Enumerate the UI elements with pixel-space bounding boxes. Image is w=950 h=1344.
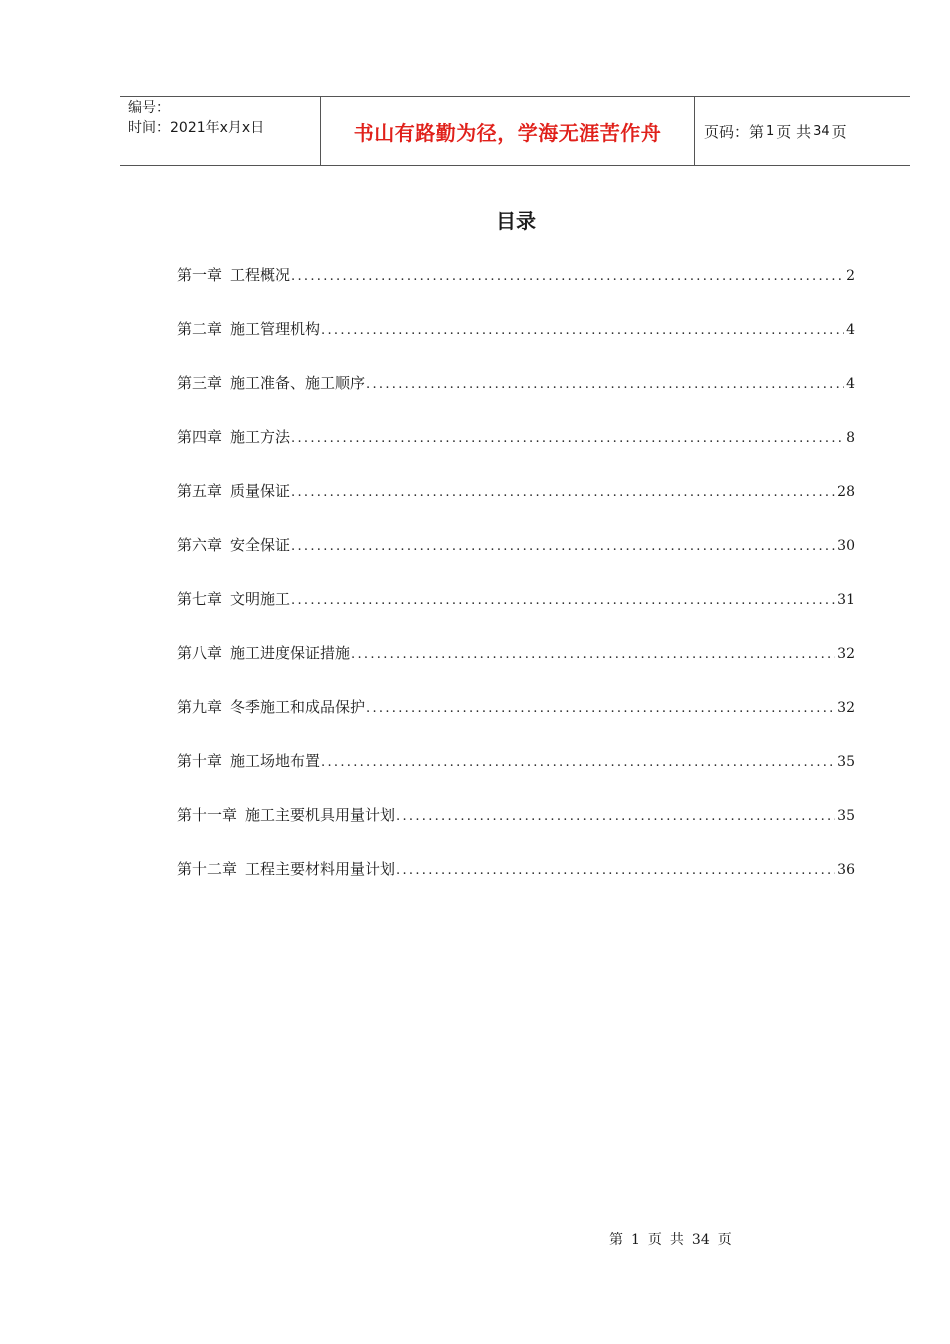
toc-entry-chapter: 第十章: [177, 752, 223, 770]
footer-ye2: 页: [717, 1232, 732, 1248]
toc-entry-page: 28: [837, 484, 855, 500]
toc-entry-page: 4: [846, 322, 855, 338]
toc-entry[interactable]: [177, 318, 855, 372]
document-time-label: 时间：2021年x月x日: [128, 120, 265, 136]
toc-entry[interactable]: [177, 858, 855, 912]
document-number-label: 编号：: [128, 100, 170, 116]
toc-dot-leader: [291, 539, 835, 554]
toc-entry-page: 32: [837, 700, 855, 716]
toc-entry-chapter: 第三章: [177, 374, 223, 392]
toc-entry-chapter: 第四章: [177, 428, 223, 446]
footer-gong: 共: [669, 1232, 684, 1248]
toc-entry-title: 施工场地布置: [230, 752, 321, 770]
toc-entry[interactable]: [177, 372, 855, 426]
toc-entry-title: 质量保证: [230, 482, 291, 500]
header-page-total: 34: [813, 123, 830, 139]
toc-entry[interactable]: [177, 588, 855, 642]
toc-dot-leader: [321, 323, 844, 338]
toc-entry-title: 施工进度保证措施: [230, 644, 351, 662]
toc-entry[interactable]: [177, 264, 855, 318]
toc-entry-chapter: 第二章: [177, 320, 223, 338]
toc-dot-leader: [366, 377, 844, 392]
toc-entry[interactable]: [177, 642, 855, 696]
toc-dot-leader: [291, 593, 835, 608]
footer-current-page: 1: [631, 1232, 640, 1248]
toc-entry-title: 工程概况: [230, 266, 291, 284]
toc-entry-page: 31: [837, 592, 855, 608]
toc-entry-title: 施工主要机具用量计划: [245, 806, 396, 824]
document-header: [120, 96, 910, 166]
toc-entry[interactable]: [177, 804, 855, 858]
toc-entry[interactable]: [177, 750, 855, 804]
toc-dot-leader: [366, 701, 835, 716]
footer-total-pages: 34: [691, 1232, 710, 1248]
toc-entry-title: 冬季施工和成品保护: [230, 698, 366, 716]
header-page-suffix: 页: [831, 122, 847, 141]
toc-entry-page: 35: [837, 754, 855, 770]
header-page-info: [695, 97, 910, 165]
toc-entry-chapter: 第十一章: [177, 806, 238, 824]
toc-entry-page: 30: [837, 538, 855, 554]
header-motto: 书山有路勤为径，学海无涯苦作舟: [321, 97, 695, 165]
toc-dot-leader: [396, 809, 835, 824]
toc-dot-leader: [351, 647, 835, 662]
toc-entry[interactable]: [177, 534, 855, 588]
toc-entry-page: 8: [846, 430, 855, 446]
toc-entry-page: 2: [846, 268, 855, 284]
toc-entry-chapter: 第九章: [177, 698, 223, 716]
toc-entry-title: 施工准备、施工顺序: [230, 374, 366, 392]
toc-entry-page: 35: [837, 808, 855, 824]
header-page-prefix: 页码：第: [704, 122, 765, 141]
footer-di: 第: [609, 1232, 623, 1248]
toc-entry-chapter: 第五章: [177, 482, 223, 500]
toc-entry-page: 36: [837, 862, 855, 878]
toc-entry-page: 32: [837, 646, 855, 662]
toc-dot-leader: [291, 485, 835, 500]
toc-entry-chapter: 第十二章: [177, 860, 238, 878]
toc-dot-leader: [396, 863, 835, 878]
page-footer: [609, 1229, 740, 1249]
header-info-cell: [120, 97, 321, 165]
toc-dot-leader: [321, 755, 835, 770]
toc-entry-page: 4: [846, 376, 855, 392]
toc-dot-leader: [291, 431, 844, 446]
toc-title: 目录: [496, 209, 536, 233]
toc-entry-chapter: 第一章: [177, 266, 223, 284]
toc-entry-chapter: 第七章: [177, 590, 223, 608]
toc-entry-title: 施工管理机构: [230, 320, 321, 338]
toc-entry-title: 文明施工: [230, 590, 291, 608]
table-of-contents: [177, 264, 855, 912]
toc-entry-title: 工程主要材料用量计划: [245, 860, 396, 878]
toc-entry[interactable]: [177, 480, 855, 534]
footer-ye: 页: [647, 1232, 662, 1248]
toc-entry[interactable]: [177, 426, 855, 480]
header-page-current: 1: [766, 123, 775, 139]
toc-entry[interactable]: [177, 696, 855, 750]
toc-entry-chapter: 第六章: [177, 536, 223, 554]
toc-entry-chapter: 第八章: [177, 644, 223, 662]
header-page-middle: 页 共: [776, 122, 812, 141]
toc-entry-title: 施工方法: [230, 428, 291, 446]
toc-dot-leader: [291, 269, 844, 284]
toc-entry-title: 安全保证: [230, 536, 291, 554]
